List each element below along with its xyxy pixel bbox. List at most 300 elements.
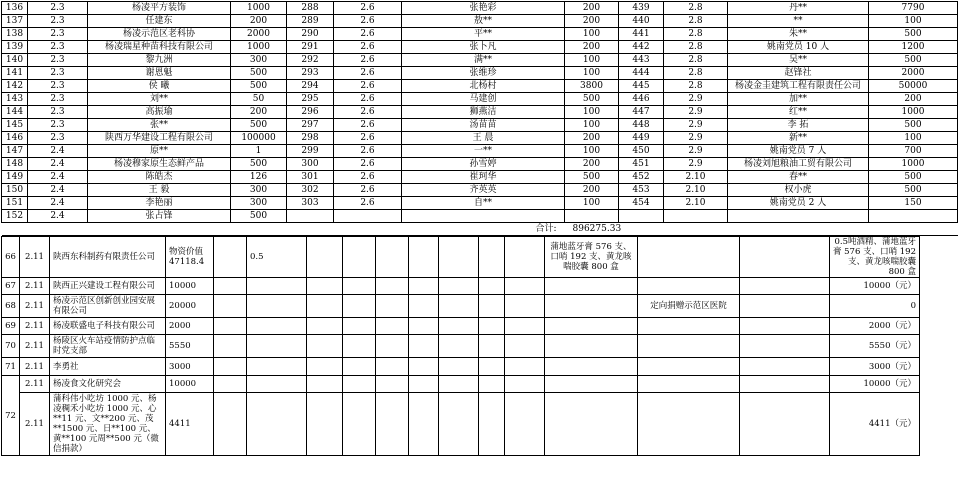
cell-empty <box>214 295 247 318</box>
cell-ratio <box>247 358 307 376</box>
cell-row-number: 448 <box>619 119 664 132</box>
cell-row-amount: 3800 <box>565 80 619 93</box>
cell-row-number: 138 <box>2 28 28 41</box>
cell-row-number: 148 <box>2 158 28 171</box>
cell-date: 2.11 <box>20 237 50 278</box>
cell-empty <box>409 376 439 393</box>
cell-row-date: 2.3 <box>28 106 88 119</box>
cell-amount: 10000 <box>166 278 214 295</box>
cell-row-number: 449 <box>619 132 664 145</box>
cell-row-donor: 马建创 <box>402 93 565 106</box>
cell-row-date: 2.9 <box>664 106 728 119</box>
cell-row-amount: 300 <box>231 54 287 67</box>
cell-row-amount: 100 <box>565 145 619 158</box>
cell-donor: 杨凌示范区创新创业园安展有限公司 <box>50 295 166 318</box>
cell-row-donor: 敖** <box>402 15 565 28</box>
cell-row-donor: ** <box>728 15 869 28</box>
cell-row-donor: 张艳彩 <box>402 2 565 15</box>
cell-row-number: 71 <box>2 358 20 376</box>
cell-row-date: 2.3 <box>28 41 88 54</box>
cell-row-number: 440 <box>619 15 664 28</box>
cell-row-donor: 李 拓 <box>728 119 869 132</box>
table-row <box>2 119 958 132</box>
cell-row-date: 2.6 <box>334 2 402 15</box>
cell-empty <box>343 376 376 393</box>
cell-row-amount: 1000 <box>869 106 958 119</box>
cell-row-donor: 杨凌瑞星种苗科技有限公司 <box>88 41 231 54</box>
cell-row-date: 2.6 <box>334 197 402 210</box>
cell-row-number: 72 <box>2 376 20 456</box>
cell-row-date: 2.6 <box>334 93 402 106</box>
cell-empty <box>307 318 343 335</box>
cell-row-donor: 平** <box>402 28 565 41</box>
cell-row-donor: 杨凌示范区老科协 <box>88 28 231 41</box>
cell-row-date: 2.6 <box>334 184 402 197</box>
cell-row-date: 2.8 <box>664 80 728 93</box>
cell-amount: 3000 <box>166 358 214 376</box>
donation-list-body <box>2 2 958 236</box>
cell-row-number: 452 <box>619 171 664 184</box>
cell-purpose <box>638 335 740 358</box>
cell-row-number: 70 <box>2 335 20 358</box>
table-row <box>2 171 958 184</box>
cell-row-number: 446 <box>619 93 664 106</box>
table-row <box>2 28 958 41</box>
cell-date: 2.11 <box>20 335 50 358</box>
cell-empty <box>479 393 505 456</box>
table-row <box>2 210 958 223</box>
cell-row-date: 2.6 <box>334 54 402 67</box>
cell-row-number: 297 <box>287 119 334 132</box>
cell-amount: 5550 <box>166 335 214 358</box>
cell-row-date: 2.10 <box>664 184 728 197</box>
cell-row-date: 2.6 <box>334 28 402 41</box>
cell-ratio <box>247 278 307 295</box>
cell-purpose <box>638 358 740 376</box>
cell-row-donor: 陈皓杰 <box>88 171 231 184</box>
cell-row-donor: 孙雪婷 <box>402 158 565 171</box>
cell-empty <box>409 278 439 295</box>
cell-row-donor: 姚南党员 2 人 <box>728 197 869 210</box>
cell-row-date: 2.3 <box>28 93 88 106</box>
cell-row-amount: 500 <box>231 158 287 171</box>
cell-row-donor: 齐英英 <box>402 184 565 197</box>
cell-row-amount: 100 <box>869 132 958 145</box>
cell-empty <box>409 393 439 456</box>
cell-row-amount: 500 <box>869 184 958 197</box>
table-row <box>2 295 920 318</box>
cell-row-number: 137 <box>2 15 28 28</box>
cell-row-amount: 100 <box>565 28 619 41</box>
cell-date: 2.11 <box>20 318 50 335</box>
cell-row-number: 141 <box>2 67 28 80</box>
cell-row-number: 451 <box>619 158 664 171</box>
table-row <box>2 158 958 171</box>
cell-row-date: 2.6 <box>334 171 402 184</box>
table-row <box>2 15 958 28</box>
cell-row-number: 139 <box>2 41 28 54</box>
cell-row-donor: 王 晨 <box>402 132 565 145</box>
cell-material-detail <box>545 278 638 295</box>
cell-row-number: 289 <box>287 15 334 28</box>
table-row <box>2 278 920 295</box>
cell-empty <box>740 358 830 376</box>
total-spacer-right <box>728 223 958 236</box>
cell-row-donor: 谢恩魁 <box>88 67 231 80</box>
cell-row-donor: 任建东 <box>88 15 231 28</box>
cell-empty <box>376 278 409 295</box>
cell-row-amount: 100 <box>565 106 619 119</box>
cell-row-donor: 杨凌平方装饰 <box>88 2 231 15</box>
cell-row-donor <box>402 210 565 223</box>
cell-row-number: 68 <box>2 295 20 318</box>
cell-row-amount: 200 <box>565 184 619 197</box>
cell-row-date <box>334 210 402 223</box>
cell-empty <box>505 335 545 358</box>
cell-row-date: 2.4 <box>28 171 88 184</box>
cell-row-number: 140 <box>2 54 28 67</box>
cell-summary: 3000（元） <box>830 358 920 376</box>
cell-empty <box>376 237 409 278</box>
cell-row-date: 2.3 <box>28 2 88 15</box>
cell-row-amount: 200 <box>565 2 619 15</box>
cell-row-date: 2.6 <box>334 106 402 119</box>
cell-row-date: 2.4 <box>28 197 88 210</box>
cell-empty <box>214 393 247 456</box>
table-row <box>2 41 958 54</box>
total-label: 合计: <box>402 223 565 236</box>
cell-purpose <box>638 376 740 393</box>
cell-ratio: 0.5 <box>247 237 307 278</box>
cell-row-amount: 300 <box>231 197 287 210</box>
cell-donor: 杨陵区火车站疫情防护点临时党支部 <box>50 335 166 358</box>
cell-amount: 20000 <box>166 295 214 318</box>
cell-row-donor: 姚南党员 10 人 <box>728 41 869 54</box>
cell-row-amount <box>869 210 958 223</box>
cell-date: 2.11 <box>20 358 50 376</box>
cell-row-number: 288 <box>287 2 334 15</box>
cell-row-donor: 满** <box>402 54 565 67</box>
cell-row-number: 67 <box>2 278 20 295</box>
table-row <box>2 132 958 145</box>
cell-empty <box>439 393 479 456</box>
cell-donor: 蒲科伟小吃坊 1000 元、杨凌稠禾小吃坊 1000 元、心**11 元、文**200 元、茂**1500 元、日**100 元、黄**100 元周**500 元（微信捐款） <box>50 393 166 456</box>
cell-row-number: 290 <box>287 28 334 41</box>
total-value: 896275.33 <box>565 223 728 236</box>
cell-row-donor: 一** <box>402 145 565 158</box>
cell-empty <box>343 278 376 295</box>
cell-donor: 陕西正兴建设工程有限公司 <box>50 278 166 295</box>
cell-row-date: 2.3 <box>28 132 88 145</box>
table-row <box>2 376 920 393</box>
cell-ratio <box>247 393 307 456</box>
cell-row-amount: 1200 <box>869 41 958 54</box>
cell-empty <box>376 393 409 456</box>
cell-row-number: 295 <box>287 93 334 106</box>
cell-material-detail: 蒲地蓝牙膏 576 支、口哨 192 支、黄龙咳喘胶囊 800 盒 <box>545 237 638 278</box>
cell-summary: 0.5吨酒精、蒲地蓝牙膏 576 支、口哨 192 支、黄龙咳喘胶囊 800 盒 <box>830 237 920 278</box>
cell-empty <box>343 335 376 358</box>
cell-empty <box>740 335 830 358</box>
cell-empty <box>439 335 479 358</box>
cell-empty <box>343 318 376 335</box>
cell-empty <box>479 358 505 376</box>
cell-row-amount: 100 <box>869 15 958 28</box>
cell-empty <box>439 318 479 335</box>
cell-amount: 4411 <box>166 393 214 456</box>
cell-row-date: 2.6 <box>334 67 402 80</box>
table-row <box>2 358 920 376</box>
cell-row-donor: 自** <box>402 197 565 210</box>
cell-row-donor: 北杨村 <box>402 80 565 93</box>
cell-empty <box>214 237 247 278</box>
table-row <box>2 54 958 67</box>
table-row <box>2 237 920 278</box>
cell-date: 2.11 <box>20 376 50 393</box>
cell-row-amount: 500 <box>231 67 287 80</box>
cell-row-amount: 1000 <box>231 2 287 15</box>
cell-row-amount: 200 <box>565 132 619 145</box>
cell-row-amount: 500 <box>869 171 958 184</box>
cell-empty <box>376 358 409 376</box>
cell-row-donor: 吴** <box>728 54 869 67</box>
cell-empty <box>505 318 545 335</box>
cell-row-donor <box>728 210 869 223</box>
cell-empty <box>740 318 830 335</box>
cell-empty <box>307 295 343 318</box>
cell-row-donor: 张卜凡 <box>402 41 565 54</box>
cell-row-donor: 杨凌金圭建筑工程有限责任公司 <box>728 80 869 93</box>
cell-row-donor: 杨凌刘旭粮油工贸有限公司 <box>728 158 869 171</box>
cell-row-donor: 黎九洲 <box>88 54 231 67</box>
cell-amount: 2000 <box>166 318 214 335</box>
cell-row-amount: 2000 <box>869 67 958 80</box>
cell-row-date: 2.3 <box>28 119 88 132</box>
cell-row-amount: 500 <box>565 171 619 184</box>
cell-row-date: 2.10 <box>664 197 728 210</box>
cell-row-amount: 700 <box>869 145 958 158</box>
cell-row-date: 2.6 <box>334 158 402 171</box>
cell-row-amount: 100 <box>565 197 619 210</box>
cell-row-amount: 200 <box>231 15 287 28</box>
cell-row-amount: 200 <box>869 93 958 106</box>
cell-material-detail <box>545 295 638 318</box>
cell-row-donor: 丹** <box>728 2 869 15</box>
cell-row-date: 2.8 <box>664 2 728 15</box>
cell-row-number: 301 <box>287 171 334 184</box>
cell-empty <box>479 295 505 318</box>
cell-row-number: 151 <box>2 197 28 210</box>
cell-row-donor: 刘** <box>88 93 231 106</box>
cell-empty <box>479 318 505 335</box>
cell-material-detail <box>545 376 638 393</box>
cell-row-donor: 加** <box>728 93 869 106</box>
cell-empty <box>439 237 479 278</box>
cell-row-donor: 朱** <box>728 28 869 41</box>
cell-row-donor: 崔珂华 <box>402 171 565 184</box>
cell-row-number: 445 <box>619 80 664 93</box>
cell-empty <box>376 335 409 358</box>
cell-row-number: 293 <box>287 67 334 80</box>
cell-row-date: 2.10 <box>664 171 728 184</box>
cell-row-number: 149 <box>2 171 28 184</box>
cell-empty <box>409 318 439 335</box>
cell-material-detail <box>545 318 638 335</box>
cell-row-number: 447 <box>619 106 664 119</box>
cell-donor: 杨凌食文化研究会 <box>50 376 166 393</box>
cell-row-number: 66 <box>2 237 20 278</box>
cell-row-donor: 权小虎 <box>728 184 869 197</box>
cell-row-amount: 100 <box>565 54 619 67</box>
cell-amount: 10000 <box>166 376 214 393</box>
cell-material-detail <box>545 358 638 376</box>
cell-date: 2.11 <box>20 295 50 318</box>
cell-empty <box>740 376 830 393</box>
cell-row-date: 2.3 <box>28 67 88 80</box>
cell-empty <box>409 335 439 358</box>
cell-row-amount: 126 <box>231 171 287 184</box>
cell-date: 2.11 <box>20 393 50 456</box>
cell-row-number: 450 <box>619 145 664 158</box>
cell-summary: 4411（元） <box>830 393 920 456</box>
cell-row-amount: 150 <box>869 197 958 210</box>
cell-row-date: 2.6 <box>334 119 402 132</box>
cell-row-number: 300 <box>287 158 334 171</box>
donation-detail-body <box>2 237 920 456</box>
cell-empty <box>479 278 505 295</box>
cell-row-donor: 李艳丽 <box>88 197 231 210</box>
donation-list-table <box>1 1 958 236</box>
cell-row-donor: 姚南党员 7 人 <box>728 145 869 158</box>
cell-empty <box>214 335 247 358</box>
cell-row-amount: 500 <box>869 54 958 67</box>
cell-purpose <box>638 278 740 295</box>
cell-row-date: 2.3 <box>28 80 88 93</box>
cell-row-amount: 1 <box>231 145 287 158</box>
cell-empty <box>439 358 479 376</box>
cell-row-number: 146 <box>2 132 28 145</box>
cell-row-amount: 100000 <box>231 132 287 145</box>
donation-detail-table <box>1 236 920 456</box>
cell-row-date: 2.8 <box>664 67 728 80</box>
cell-row-number: 441 <box>619 28 664 41</box>
cell-row-amount: 200 <box>565 158 619 171</box>
cell-empty <box>343 393 376 456</box>
cell-donor: 杨凌联盛电子科技有限公司 <box>50 318 166 335</box>
cell-row-amount: 300 <box>231 184 287 197</box>
cell-empty <box>409 237 439 278</box>
cell-row-donor: 汤苗苗 <box>402 119 565 132</box>
total-spacer <box>2 223 402 236</box>
cell-row-date: 2.8 <box>664 28 728 41</box>
cell-empty <box>214 376 247 393</box>
cell-row-number: 294 <box>287 80 334 93</box>
cell-empty <box>439 278 479 295</box>
cell-row-date: 2.4 <box>28 158 88 171</box>
cell-row-donor: 新** <box>728 132 869 145</box>
cell-empty <box>307 376 343 393</box>
cell-row-number: 69 <box>2 318 20 335</box>
table-row <box>2 2 958 15</box>
cell-empty <box>505 295 545 318</box>
cell-summary: 2000（元） <box>830 318 920 335</box>
cell-row-number: 439 <box>619 2 664 15</box>
cell-empty <box>214 318 247 335</box>
cell-row-date: 2.6 <box>334 145 402 158</box>
cell-empty <box>307 278 343 295</box>
cell-row-date: 2.4 <box>28 145 88 158</box>
cell-row-number: 298 <box>287 132 334 145</box>
cell-ratio <box>247 318 307 335</box>
cell-row-amount: 500 <box>565 93 619 106</box>
cell-empty <box>409 358 439 376</box>
cell-donor: 陕西东科制药有限责任公司 <box>50 237 166 278</box>
cell-empty <box>740 295 830 318</box>
cell-row-amount: 200 <box>565 41 619 54</box>
cell-row-date <box>664 210 728 223</box>
cell-row-donor: 高振瑜 <box>88 106 231 119</box>
table-row <box>2 67 958 80</box>
cell-ratio <box>247 376 307 393</box>
cell-row-number: 144 <box>2 106 28 119</box>
cell-row-amount: 500 <box>869 28 958 41</box>
cell-purpose <box>638 237 740 278</box>
cell-donor: 李勇社 <box>50 358 166 376</box>
table-row <box>2 93 958 106</box>
cell-summary: 10000（元） <box>830 278 920 295</box>
cell-empty <box>307 358 343 376</box>
cell-empty <box>439 376 479 393</box>
cell-empty <box>214 358 247 376</box>
cell-row-number: 145 <box>2 119 28 132</box>
cell-date: 2.11 <box>20 278 50 295</box>
cell-empty <box>376 376 409 393</box>
cell-row-donor: 赵锋社 <box>728 67 869 80</box>
cell-row-donor: 陕西万华建设工程有限公司 <box>88 132 231 145</box>
cell-row-number: 152 <box>2 210 28 223</box>
cell-empty <box>505 393 545 456</box>
cell-row-date: 2.9 <box>664 132 728 145</box>
cell-row-date: 2.8 <box>664 15 728 28</box>
cell-empty <box>479 237 505 278</box>
cell-row-number <box>619 210 664 223</box>
cell-empty <box>343 237 376 278</box>
cell-row-date: 2.8 <box>664 54 728 67</box>
cell-row-date: 2.8 <box>664 41 728 54</box>
cell-row-date: 2.9 <box>664 93 728 106</box>
cell-row-donor: 红** <box>728 106 869 119</box>
cell-row-amount: 7790 <box>869 2 958 15</box>
cell-row-amount: 100 <box>565 119 619 132</box>
cell-empty <box>307 393 343 456</box>
cell-row-number: 302 <box>287 184 334 197</box>
table-row <box>2 106 958 119</box>
cell-row-number: 147 <box>2 145 28 158</box>
cell-empty <box>307 335 343 358</box>
cell-row-amount: 50000 <box>869 80 958 93</box>
cell-row-donor: 春** <box>728 171 869 184</box>
cell-row-amount: 500 <box>869 119 958 132</box>
cell-amount: 物资价值47118.4 <box>166 237 214 278</box>
cell-summary: 0 <box>830 295 920 318</box>
cell-empty <box>376 318 409 335</box>
cell-row-amount: 2000 <box>231 28 287 41</box>
cell-row-amount: 1000 <box>231 41 287 54</box>
cell-empty <box>740 278 830 295</box>
cell-empty <box>409 295 439 318</box>
cell-empty <box>505 358 545 376</box>
cell-empty <box>505 237 545 278</box>
